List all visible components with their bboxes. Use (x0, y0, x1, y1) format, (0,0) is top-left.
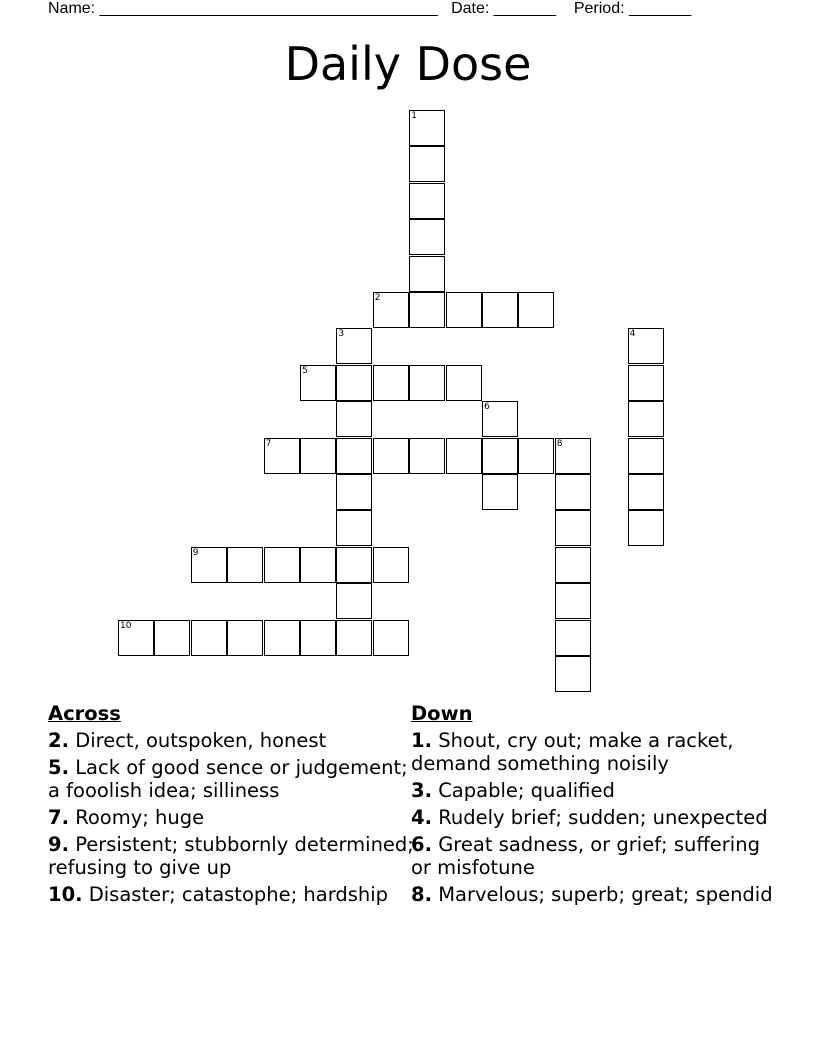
grid-cell[interactable] (373, 438, 409, 474)
grid-cell[interactable] (336, 474, 372, 510)
cell-number: 1 (411, 111, 417, 121)
cell-number: 2 (374, 293, 381, 303)
clue-text: Disaster; catastophe; hardship (88, 883, 389, 906)
cell-number: 7 (265, 438, 272, 449)
grid-cell[interactable] (518, 438, 554, 474)
grid-cell[interactable] (300, 547, 336, 583)
grid-cell[interactable] (482, 401, 518, 437)
grid-cell[interactable] (373, 365, 409, 401)
cell-number: 9 (192, 547, 199, 558)
clue-across-7 (48, 806, 418, 829)
grid-cell[interactable] (336, 365, 372, 401)
clue-text: Direct, outspoken, honest (75, 729, 327, 752)
cell-number: 10 (120, 620, 132, 631)
date-label: Date: (451, 0, 490, 17)
grid-cell[interactable] (336, 401, 372, 437)
grid-cell[interactable] (191, 547, 227, 583)
clue-number: 9. (48, 833, 69, 856)
cell-number: 3 (338, 329, 345, 340)
grid-cell[interactable] (409, 256, 445, 292)
name-label: Name: (48, 0, 96, 17)
cell-number: 6 (484, 402, 490, 413)
clue-number: 6. (411, 833, 432, 856)
clue-text: Shout, cry out; make a racket, demand something noisily (411, 729, 734, 775)
grid-cell[interactable] (628, 510, 664, 546)
clue-text: Rudely brief; sudden; unexpected (438, 806, 768, 829)
cell-number: 8 (556, 438, 563, 449)
grid-cell[interactable] (446, 292, 482, 328)
clue-number: 10. (48, 883, 83, 906)
grid-cell[interactable] (118, 620, 154, 656)
clue-number: 1. (411, 729, 432, 752)
clue-text: Marvelous; superb; great; spendid (438, 883, 773, 906)
clue-text: Great sadness, or grief; suffering or misfotune (411, 833, 760, 879)
name-blank[interactable]: ______________________________________ (99, 0, 438, 17)
clue-text: Persistent; stubbornly determined; refusing to give up (48, 833, 414, 879)
cell-number: 5 (302, 365, 308, 376)
clue-number: 7. (48, 806, 69, 829)
clue-down-1 (411, 729, 781, 775)
grid-cell[interactable] (300, 620, 336, 656)
grid-cell[interactable] (336, 438, 372, 474)
grid-cell[interactable] (409, 146, 445, 182)
clue-across-5 (48, 756, 418, 802)
grid-cell[interactable] (336, 620, 372, 656)
down-heading: Down (411, 702, 473, 725)
grid-cell[interactable] (555, 656, 591, 692)
across-clues (48, 702, 418, 910)
clue-down-4 (411, 806, 781, 829)
grid-cell[interactable] (518, 292, 554, 328)
clue-number: 4. (411, 806, 432, 829)
grid-cell[interactable] (628, 401, 664, 437)
grid-cell[interactable] (336, 547, 372, 583)
clue-across-9 (48, 833, 418, 879)
grid-cell[interactable] (555, 474, 591, 510)
clue-number: 3. (411, 779, 432, 802)
clue-text: Lack of good sence or judgement; a fooolish idea; silliness (48, 756, 408, 802)
grid-cell[interactable] (409, 110, 445, 146)
grid-cell[interactable] (628, 438, 664, 474)
down-clues (411, 702, 781, 910)
clue-down-8 (411, 883, 781, 906)
clue-number: 2. (48, 729, 69, 752)
clue-number: 8. (411, 883, 432, 906)
clue-number: 5. (48, 756, 69, 779)
grid-cell[interactable] (264, 547, 300, 583)
grid-cell[interactable] (373, 547, 409, 583)
grid-cell[interactable] (336, 510, 372, 546)
clue-text: Roomy; huge (75, 806, 205, 829)
grid-cell[interactable] (264, 620, 300, 656)
across-heading: Across (48, 702, 121, 725)
grid-cell[interactable] (555, 547, 591, 583)
grid-cell[interactable] (446, 365, 482, 401)
grid-cell[interactable] (555, 510, 591, 546)
grid-cell[interactable] (555, 620, 591, 656)
clue-across-2 (48, 729, 418, 752)
grid-cell[interactable] (227, 620, 263, 656)
clue-text: Capable; qualified (438, 779, 615, 802)
grid-cell[interactable] (227, 547, 263, 583)
grid-cell[interactable] (482, 292, 518, 328)
grid-cell[interactable] (409, 438, 445, 474)
grid-cell[interactable] (264, 438, 300, 474)
clue-down-6 (411, 833, 781, 879)
grid-cell[interactable] (300, 438, 336, 474)
grid-cell[interactable] (555, 438, 591, 474)
clue-down-3 (411, 779, 781, 802)
grid-cell[interactable] (191, 620, 227, 656)
grid-cell[interactable] (409, 365, 445, 401)
grid-cell[interactable] (446, 438, 482, 474)
grid-cell[interactable] (628, 328, 664, 364)
grid-cell[interactable] (336, 328, 372, 364)
grid-cell[interactable] (373, 620, 409, 656)
grid-cell[interactable] (154, 620, 190, 656)
date-blank[interactable]: _______ (493, 0, 557, 17)
grid-cell[interactable] (482, 474, 518, 510)
grid-cell[interactable] (373, 292, 409, 328)
grid-cell[interactable] (300, 365, 336, 401)
period-blank[interactable]: _______ (629, 0, 692, 17)
grid-cell[interactable] (409, 183, 445, 219)
grid-cell[interactable] (628, 474, 664, 510)
period-label: Period: (573, 0, 625, 17)
page-title: Daily Dose (284, 37, 532, 91)
grid-cell[interactable] (409, 292, 445, 328)
grid-cell[interactable] (336, 583, 372, 619)
clue-across-10 (48, 883, 418, 906)
grid-cell[interactable] (628, 365, 664, 401)
cell-number: 4 (629, 329, 636, 340)
grid-cell[interactable] (482, 438, 518, 474)
grid-cell[interactable] (555, 583, 591, 619)
grid-cell[interactable] (409, 219, 445, 255)
